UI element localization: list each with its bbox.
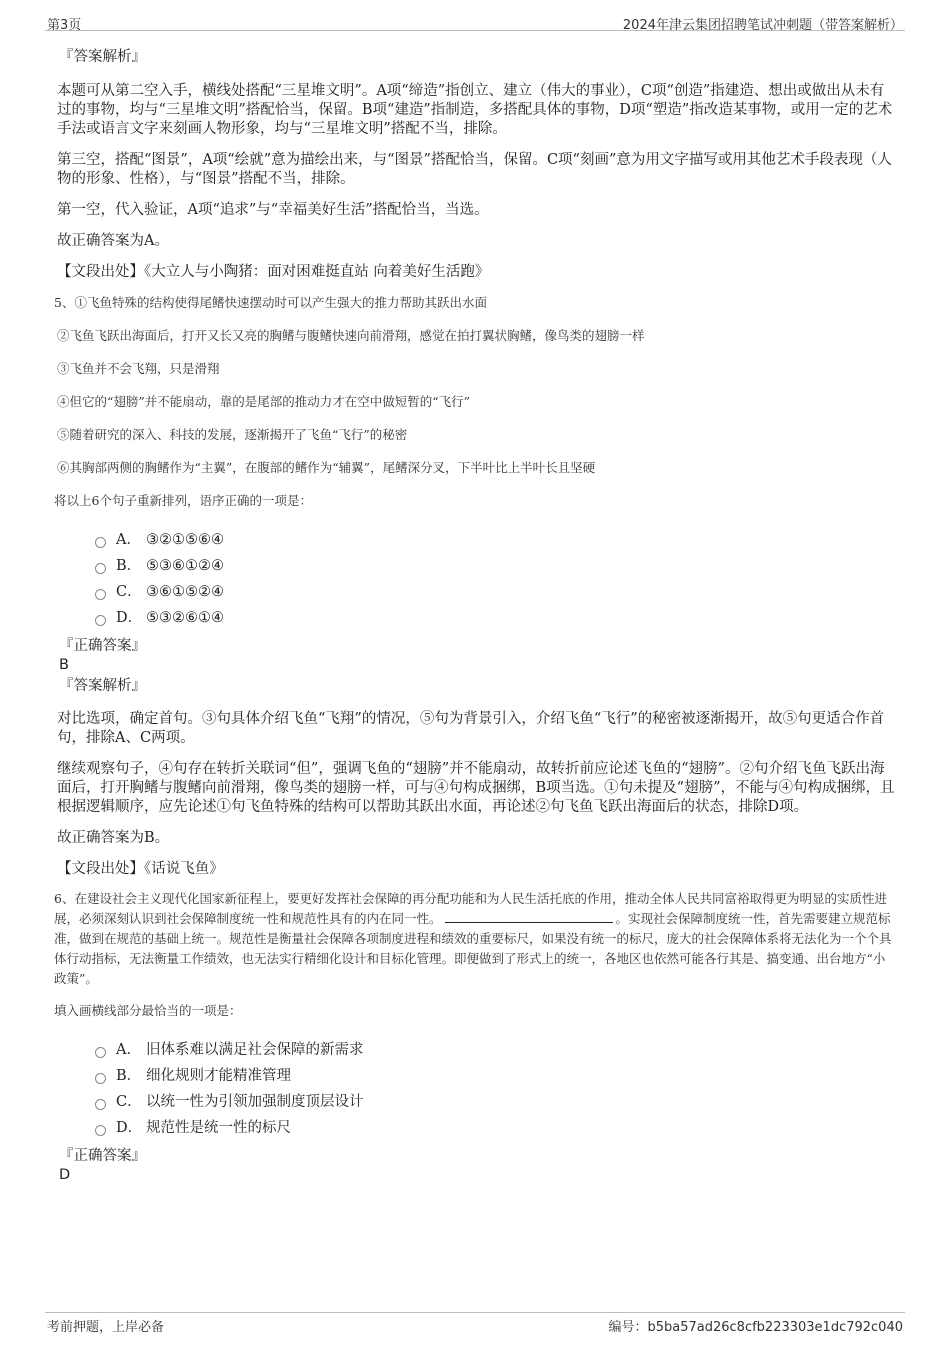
option-list [95, 1037, 895, 1141]
correct-answer: D [59, 1167, 71, 1183]
document-title: 2024年津云集团招聘笔试冲刺题（带答案解析） [622, 18, 903, 33]
option-a[interactable]: A． 旧体系难以满足社会保障的新需求 [95, 1037, 895, 1063]
analysis-label: 『答案解析』 [59, 678, 146, 694]
option-d[interactable]: D． 规范性是统一性的标尺 [95, 1115, 895, 1141]
question-prompt: 将以上6个句子重新排列，语序正确的一项是： [54, 493, 312, 508]
option-d[interactable]: D． ⑤③②⑥①④ [95, 605, 895, 631]
radio-icon[interactable] [95, 615, 106, 626]
option-a[interactable]: A． ③②①⑤⑥④ [95, 527, 895, 553]
fill-blank [445, 910, 613, 923]
correct-answer-label: 『正确答案』 [59, 638, 146, 654]
option-list [95, 527, 895, 631]
page-content [54, 46, 895, 1185]
page-header [45, 8, 905, 31]
option-b[interactable]: B． ⑤③⑥①②④ [95, 553, 895, 579]
source-citation: 【文段出处】《话说飞鱼》 [57, 861, 224, 877]
sentence-item: ③飞鱼并不会飞翔，只是滑翔 [57, 361, 220, 376]
radio-icon[interactable] [95, 1099, 106, 1110]
option-c[interactable]: C． ③⑥①⑤②④ [95, 579, 895, 605]
analysis-label: 『答案解析』 [59, 49, 146, 65]
sentence-item: ④但它的“翅膀”并不能扇动，靠的是尾部的推动力才在空中做短暂的“飞行” [57, 394, 471, 409]
option-c[interactable]: C． 以统一性为引领加强制度顶层设计 [95, 1089, 895, 1115]
radio-icon[interactable] [95, 1125, 106, 1136]
analysis-paragraph: 本题可从第二空入手，横线处搭配“三星堆文明”。A项“缔造”指创立、建立（伟大的事业），C项“创造”指建造、想出或做出从未有过的事物，均与“三星堆文明”搭配恰当，保留。B项“建造”指制造，多搭配具体的事物，D项“塑造”指改造某事物，或用一定的艺术手法或语言文字来刻画人物形象，均与“三星堆文明”搭配不当，排除。 [57, 83, 893, 137]
analysis-paragraph: 第一空，代入验证，A项“追求”与“幸福美好生活”搭配恰当，当选。 [57, 202, 489, 218]
document-code: 编号：b5ba57ad26c8cfb223303e1dc792c040 [608, 1320, 903, 1335]
sentence-item: ②飞鱼飞跃出海面后，打开又长又亮的胸鳍与腹鳍快速向前滑翔，感觉在拍打翼状胸鳍，像鸟类的翅膀一样 [57, 328, 645, 343]
source-citation: 【文段出处】《大立人与小陶猪：面对困难挺直站 向着美好生活跑》 [57, 264, 490, 280]
option-b[interactable]: B． 细化规则才能精准管理 [95, 1063, 895, 1089]
sentence-item: ⑤随着研究的深入、科技的发展，逐渐揭开了飞鱼“飞行”的秘密 [57, 427, 408, 442]
sentence-item: ⑥其胸部两侧的胸鳍作为“主翼”，在腹部的鳍作为“辅翼”，尾鳍深分叉，下半叶比上半叶长且坚硬 [57, 460, 596, 475]
page-number: 第3页 [47, 18, 82, 33]
page-footer [45, 1312, 905, 1339]
correct-answer: B [59, 657, 69, 673]
answer-conclusion: 故正确答案为A。 [57, 233, 169, 249]
radio-icon[interactable] [95, 1073, 106, 1084]
question-prompt: 填入画横线部分最恰当的一项是： [54, 1003, 242, 1018]
radio-icon[interactable] [95, 563, 106, 574]
analysis-paragraph: 对比选项，确定首句。③句具体介绍飞鱼“飞翔”的情况，⑤句为背景引入，介绍飞鱼“飞行”的秘密被逐渐揭开，故⑤句更适合作首句，排除A、C两项。 [57, 711, 885, 746]
analysis-paragraph: 第三空，搭配“图景”，A项“绘就”意为描绘出来，与“图景”搭配恰当，保留。C项“刻画”意为用文字描写或用其他艺术手段表现（人物的形象、性格），与“图景”搭配不当，排除。 [57, 152, 892, 187]
radio-icon[interactable] [95, 1047, 106, 1058]
footer-slogan: 考前押题，上岸必备 [47, 1320, 165, 1335]
radio-icon[interactable] [95, 589, 106, 600]
analysis-paragraph: 继续观察句子，④句存在转折关联词“但”，强调飞鱼的“翅膀”并不能扇动，故转折前应论述飞鱼的“翅膀”。②句介绍飞鱼飞跃出海面后，打开胸鳍与腹鳍向前滑翔，像鸟类的翅膀一样，可与④句构成捆绑，B项当选。①句未提及“翅膀”，不能与④句构成捆绑，且根据逻辑顺序，应先论述①句飞鱼特殊的结构可以帮助其跃出水面，再论述②句飞鱼飞跃出海面后的状态，排除D项。 [57, 761, 895, 815]
correct-answer-label: 『正确答案』 [59, 1148, 146, 1164]
answer-conclusion: 故正确答案为B。 [57, 830, 170, 846]
question-stem: 5、①飞鱼特殊的结构使得尾鳍快速摆动时可以产生强大的推力帮助其跃出水面 [54, 295, 487, 310]
radio-icon[interactable] [95, 537, 106, 548]
question-stem: 6、在建设社会主义现代化国家新征程上，要更好发挥社会保障的再分配功能和为人民生活托底的作用，推动全体人民共同富裕取得更为明显的实质性进展，必须深刻认识到社会保障制度统一性和规范性具有的内在同一性。 。实现社会保障制度统一性，首先需要建立规范标准，做到在规范的基础上统一。规范性是衡量社会保障各项制度进程和绩效的重要标尺，如果没有统一的标尺，庞大的社会保障体系将无法化为一个个具体行动指标，无法衡量工作绩效，也无法实行精细化设计和目标化管理。即便做到了形式上的统一，各地区也依然可能各行其是、搞变通、出台地方“小政策”。 [54, 891, 892, 986]
